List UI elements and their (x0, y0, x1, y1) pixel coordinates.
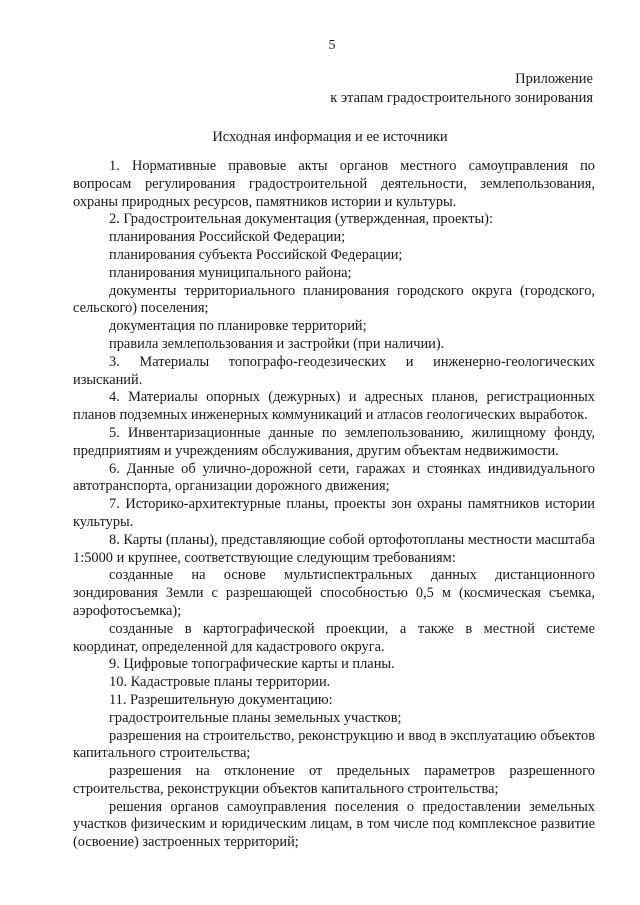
paragraph-8-item: созданные на основе мультиспектральных данных дистанционного зондирования Земли с разрешающей способностью 0,5 м (космическая съемка, аэрофотосъемка); (73, 567, 595, 619)
paragraph-5: 5. Инвентаризационные данные по землепользованию, жилищному фонду, предприятиям и учреждениям обслуживания, другим объектам недвижимости. (73, 424, 595, 459)
paragraph-2-item: планирования Российской Федерации; (109, 229, 346, 246)
paragraph-11-item: разрешения на строительство, реконструкцию и ввод в эксплуатацию объектов капитального строительства; (73, 727, 595, 762)
appendix-label: Приложение (515, 71, 593, 87)
paragraph-2-item: документация по планировке территорий; (109, 318, 367, 335)
paragraph-11-item: градостроительные планы земельных участков; (109, 709, 402, 726)
page-number: 5 (328, 38, 336, 53)
paragraph-1: 1. Нормативные правовые акты органов местного самоуправления по вопросам регулирования градостроительной деятельности, землепользования, охраны природных ресурсов, памятников истории и культуры. (73, 158, 595, 210)
document-body (73, 158, 595, 852)
paragraph-7: 7. Историко-архитектурные планы, проекты зон охраны памятников истории культуры. (73, 496, 595, 530)
paragraph-6: 6. Данные об улично-дорожной сети, гаражах и стоянках индивидуального автотранспорта, организации дорожного движения; (73, 460, 595, 495)
paragraph-11-item: разрешения на отклонение от предельных параметров разрешенного строительства, реконструкции объектов капитального строительства; (73, 763, 595, 797)
paragraph-11: 11. Разрешительную документацию: (109, 691, 333, 708)
paragraph-9: 9. Цифровые топографические карты и планы. (109, 656, 395, 673)
paragraph-3: 3. Материалы топографо-геодезических и инженерно-геологических изысканий. (73, 353, 595, 388)
paragraph-2-item: правила землепользования и застройки (при наличии). (109, 335, 445, 352)
paragraph-2-item: планирования муниципального района; (109, 264, 352, 281)
paragraph-8: 8. Карты (планы), представляющие собой ортофотопланы местности масштаба 1:5000 и крупнее, соответствующие следующим требованиям: (73, 531, 595, 566)
document-title: Исходная информация и ее источники (212, 129, 448, 145)
paragraph-2-item: планирования субъекта Российской Федерации; (109, 246, 403, 263)
paragraph-4: 4. Материалы опорных (дежурных) и адресных планов, регистрационных планов подземных инженерных коммуникаций и атласов геологических выработок. (73, 389, 595, 424)
paragraph-8-item: созданные в картографической проекции, а также в местной системе координат, определенной для кадастрового округа. (73, 620, 595, 655)
paragraph-11-item: решения органов самоуправления поселения о предоставлении земельных участков физическим и юридическим лицам, в том числе под комплексное развитие (освоение) застроенных территорий; (73, 798, 595, 851)
appendix-header (330, 70, 593, 108)
paragraph-2: 2. Градостроительная документация (утвержденная, проекты): (109, 211, 493, 228)
paragraph-2-item: документы территориального планирования городского округа (городского, сельского) поселения; (73, 282, 595, 317)
appendix-reference: к этапам градостроительного зонирования (330, 90, 593, 106)
paragraph-10: 10. Кадастровые планы территории. (109, 674, 331, 691)
